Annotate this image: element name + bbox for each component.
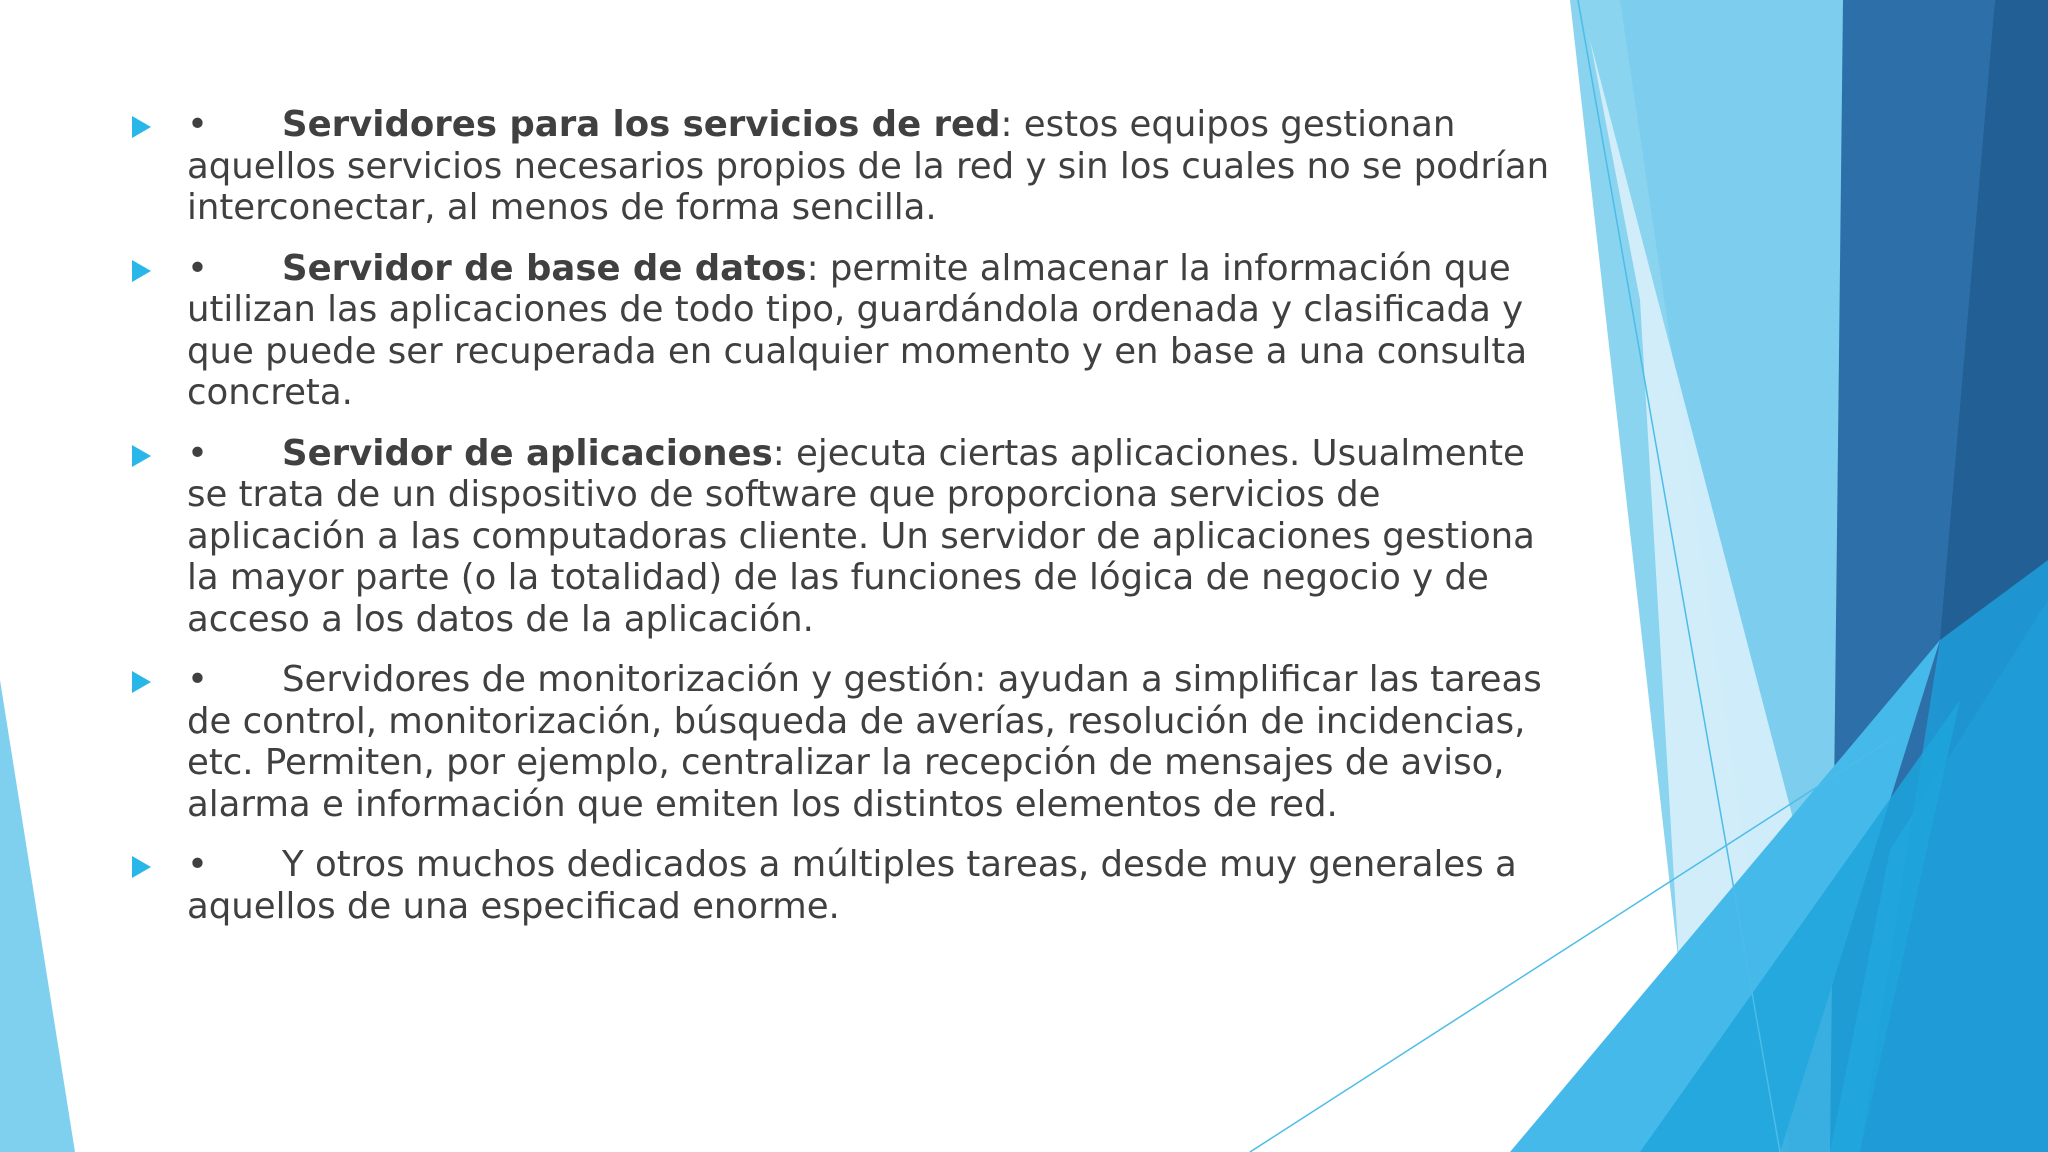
- triangle-arrow-icon: [132, 671, 151, 693]
- triangle-arrow-icon: [132, 260, 151, 282]
- triangle-arrow-icon: [132, 856, 151, 878]
- bullet-marker: •: [187, 844, 208, 885]
- bullet-term: Servidor de aplicaciones: [282, 432, 773, 474]
- bullet-text: : permite almacenar la información que utilizan las aplicaciones de todo tipo, guardándola ordenada y clasificada y que puede ser recuperada en cualquier momento y en base a una consulta concreta.: [187, 247, 1528, 413]
- bullet-term: Servidor de base de datos: [282, 247, 807, 289]
- bullet-marker: •: [187, 659, 208, 700]
- bullet-list: [132, 104, 1552, 946]
- bullet-item-other-servers: [132, 844, 1552, 927]
- bullet-term: Servidores para los servicios de red: [282, 104, 1001, 145]
- bullet-item-database-server: [132, 248, 1552, 414]
- bullet-marker: •: [187, 432, 208, 474]
- bullet-text: : estos equipos gestionan aquellos servicios necesarios propios de la red y sin los cuales no se podrían interconectar, al menos de forma sencilla.: [187, 104, 1550, 228]
- bullet-item-application-server: [132, 433, 1552, 641]
- left-accent-shape: [0, 680, 75, 1152]
- bullet-item-monitoring-servers: [132, 659, 1552, 825]
- bullet-text: : ejecuta ciertas aplicaciones. Usualmente se trata de un dispositivo de software que proporciona servicios de aplicación a las computadoras cliente. Un servidor de aplicaciones gestiona la mayor parte (o la totalidad) de las funciones de lógica de negocio y de acceso a los datos de la aplicación.: [187, 432, 1535, 640]
- triangle-arrow-icon: [132, 116, 151, 138]
- bullet-text: Servidores de monitorización y gestión: ayudan a simplificar las tareas de control, monitorización, búsqueda de averías, resolución de incidencias, etc. Permiten, por ejemplo, centralizar la recepción de mensajes de aviso, alarma e información que emiten los distintos elementos de red.: [187, 659, 1542, 825]
- bullet-text: Y otros muchos dedicados a múltiples tareas, desde muy generales a aquellos de una especificad enorme.: [187, 844, 1517, 927]
- triangle-arrow-icon: [132, 445, 151, 467]
- bullet-item-network-servers: [132, 104, 1552, 229]
- bullet-marker: •: [187, 104, 208, 145]
- bullet-marker: •: [187, 247, 208, 289]
